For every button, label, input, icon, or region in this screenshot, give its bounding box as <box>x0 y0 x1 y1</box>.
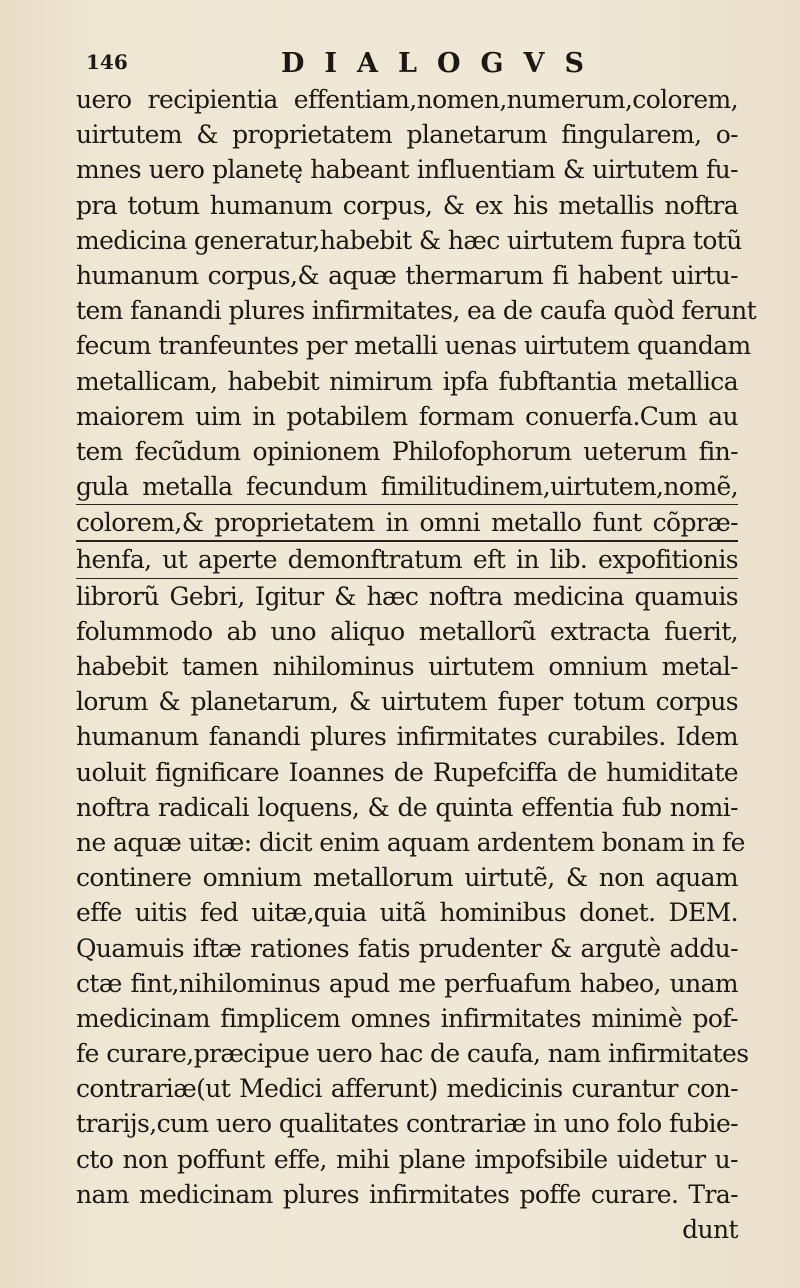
running-title: DIALOGVS <box>281 48 605 79</box>
text-line: folummodo ab uno aliquo metallorũ extracta fuerit, <box>76 616 738 646</box>
text-line: uero recipientia effentiam,nomen,numerum,colorem, <box>76 85 738 114</box>
text-line: nam medicinam plures infirmitates poffe curare. Tra- <box>76 1179 738 1209</box>
underlined-text-line: henfa, ut aperte demonftratum eft in lib. expofitionis <box>76 541 738 578</box>
text-line: ne aquæ uitæ: dicit enim aquam ardentem bonam in fe <box>76 827 745 857</box>
text-line: fe curare,præcipue uero hac de caufa, nam infirmitates <box>76 1039 749 1069</box>
text-line: ctæ fint,nihilominus apud me perfuafum habeo, unam <box>76 968 738 998</box>
text-line: medicina generatur,habebit & hæc uirtutem fupra totũ <box>76 225 742 255</box>
text-line: tem fanandi plures infirmitates, ea de caufa quòd ferunt <box>76 296 757 326</box>
catchword: dunt <box>682 1215 738 1244</box>
text-line: trarijs,cum uero qualitates contrariæ in uno folo fubie- <box>76 1109 738 1139</box>
text-line: librorũ Gebri, Igitur & hæc noftra medicina quamuis <box>76 581 738 611</box>
text-line: fecum tranfeuntes per metalli uenas uirtutem quandam <box>76 331 751 361</box>
text-line: uirtutem & proprietatem planetarum fingularem, o- <box>76 120 738 150</box>
text-line: pra totum humanum corpus, & ex his metallis noftra <box>76 190 738 220</box>
text-line: gula metalla fecundum fimilitudinem,uirtutem,nomẽ, <box>76 472 738 502</box>
text-line: maiorem uim in potabilem formam conuerfa.Cum au <box>76 401 738 431</box>
text-line: mnes uero planetę habeant influentiam & uirtutem fu- <box>76 155 738 185</box>
text-line: humanum fanandi plures infirmitates curabiles. Idem <box>76 722 738 752</box>
text-line: effe uitis fed uitæ,quia uitã hominibus donet. DEM. <box>76 898 738 928</box>
body-text <box>76 82 757 1247</box>
text-line: metallicam, habebit nimirum ipfa fubftantia metallica <box>76 366 738 396</box>
underlined-text-line: colorem,& proprietatem in omni metallo funt cõpræ- <box>76 504 738 541</box>
text-line: Quamuis iftæ rationes fatis prudenter & argutè addu- <box>76 933 738 963</box>
text-line: cto non poffunt effe, mihi plane impofsibile uidetur u- <box>76 1144 738 1174</box>
text-line: continere omnium metallorum uirtutẽ, & non aquam <box>76 863 738 893</box>
page-number: 146 <box>86 50 128 74</box>
text-line: tem fecũdum opinionem Philofophorum ueterum fin- <box>76 436 738 466</box>
text-line: lorum & planetarum, & uirtutem fuper totum corpus <box>76 687 738 717</box>
text-line: humanum corpus,& aquæ thermarum fi habent uirtu- <box>76 260 738 290</box>
text-line: habebit tamen nihilominus uirtutem omnium metal- <box>76 652 738 681</box>
text-line: noftra radicali loquens, & de quinta effentia fub nomi- <box>76 792 738 822</box>
text-line: contrariæ(ut Medici afferunt) medicinis curantur con- <box>76 1074 738 1104</box>
text-line: medicinam fimplicem omnes infirmitates minimè pof- <box>76 1003 738 1033</box>
text-line: uoluit fignificare Ioannes de Rupefciffa de humiditate <box>76 757 738 787</box>
